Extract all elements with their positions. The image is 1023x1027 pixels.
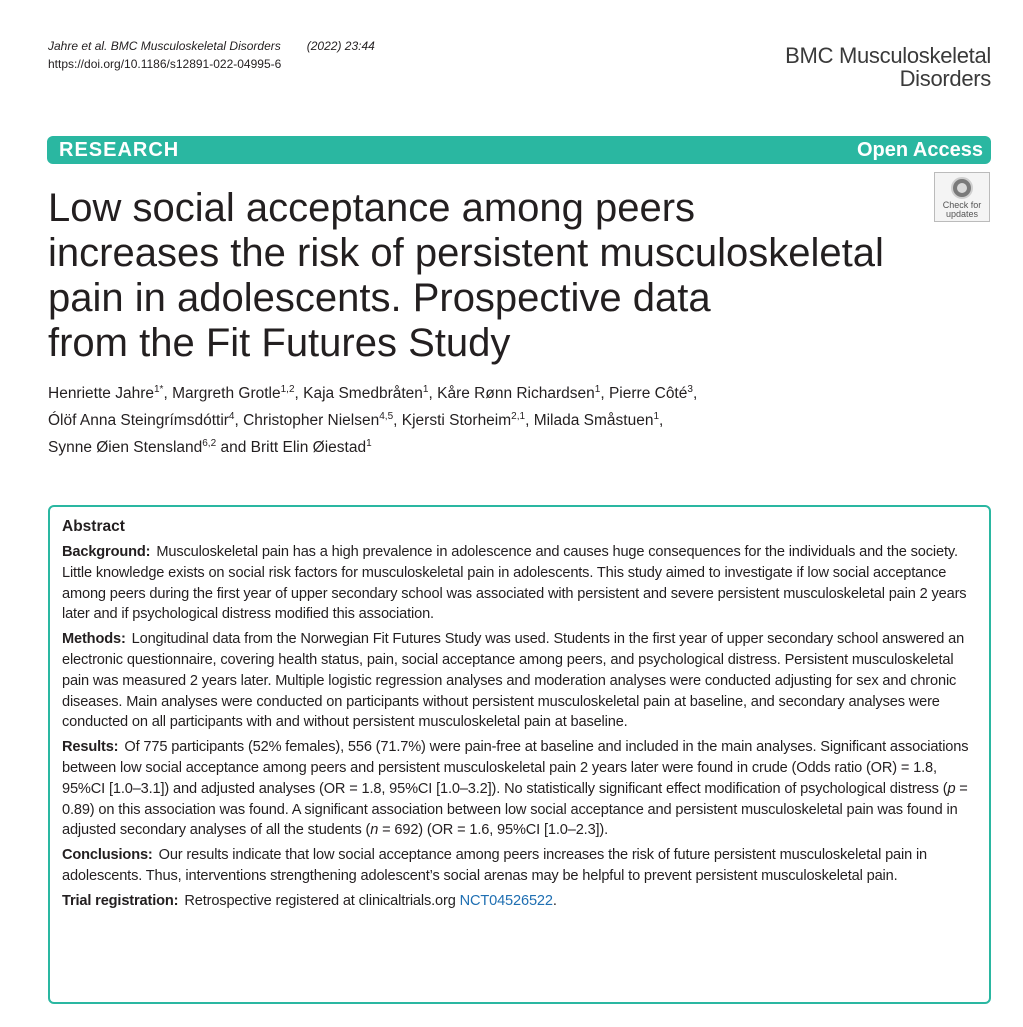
citation-line [48, 37, 375, 55]
n-symbol: n [370, 822, 379, 839]
title-line: Low social acceptance among peers [48, 186, 696, 230]
results-text: = 0.89) on this association was found. A significant association between low social acceptance and persistent musculoskeletal pain was found in adjusted secondary analyses of all the students ( [62, 780, 968, 839]
methods-text: Longitudinal data from the Norwegian Fit Futures Study was used. Students in the first year of upper secondary school answered an electronic questionnaire, covering health status, pain, social acceptance among peers, and psychological distress. Persistent musculoskeletal pain was measured 2 years later. Multiple logistic regression analyses and moderation analyses were conducted adjusting for sex and chronic diseases. Main analyses were conducted on participants without persistent musculoskeletal pain at baseline, and secondary analyses were conducted on all participants with and without persistent musculoskeletal pain at baseline. [62, 631, 965, 731]
results-text: = 692) (OR = 1.6, 95%CI [1.0–2.3]). [378, 822, 609, 839]
trial-registration-text: Retrospective registered at clinicaltrials.org [184, 892, 460, 909]
author-name[interactable]: Henriette Jahre [48, 385, 154, 403]
article-title [48, 186, 988, 366]
article-type-banner [47, 136, 991, 164]
author-name[interactable]: Ólöf Anna Steingrímsdóttir [48, 412, 229, 430]
author-name[interactable]: Synne Øien Stensland [48, 439, 203, 457]
author-affiliation: 1 [422, 384, 429, 395]
author-name[interactable]: Margreth Grotle [172, 385, 281, 403]
author-affiliation: 1 [594, 384, 601, 395]
article-type-label: RESEARCH [59, 138, 180, 161]
trial-registration-label: Trial registration: [62, 892, 179, 909]
citation-journal: Jahre et al. BMC Musculoskeletal Disorders [48, 39, 281, 53]
title-line: from the Fit Futures Study [48, 321, 511, 365]
conclusions-label: Conclusions: [62, 847, 153, 864]
author-name[interactable]: Pierre Côté [608, 385, 688, 403]
author-affiliation: 3 [687, 384, 693, 395]
author-affiliation: 1,2 [280, 384, 295, 395]
abstract-results [62, 737, 977, 841]
methods-label: Methods: [62, 631, 126, 648]
title-line: increases the risk of persistent musculoskeletal [48, 231, 884, 275]
check-updates-label: Check for updates [942, 200, 982, 219]
author-name[interactable]: Christopher Nielsen [243, 412, 380, 430]
title-line: pain in adolescents. Prospective data [48, 276, 711, 320]
author-list: Henriette Jahre$^{1*}$, Margreth Grotle$^{1,2}$, Kaja Smedbråten$^1$, Kåre Rønn Richardsen$^1$, Pierre Côté$^3$, Ólöf Anna Steingrímsdóttir$^4$, Christopher Nielsen$^{4,5}$, Kjersti Storheim$^{2,1}$, Milada Småstuen$^1$, Synne Øien Stensland$^{6,2}$ and Britt Elin Øiestad$^1$ [48, 384, 698, 457]
citation-block [48, 37, 375, 73]
abstract-trial-registration: Trial registration: Retrospective registered at clinicaltrials.org NCT04526522. [62, 892, 557, 909]
p-value-symbol: p [947, 780, 956, 797]
author-affiliation: 4,5 [379, 411, 394, 423]
abstract-background [62, 542, 977, 625]
conclusions-text: Our results indicate that low social acceptance among peers increases the risk of future persistent musculoskeletal pain in adolescents. Thus, interventions strengthening adolescent’s social arenas may be helpful to prevent persistent musculoskeletal pain. [62, 847, 928, 884]
author-affiliation: 1 [653, 411, 660, 423]
author-name[interactable]: Britt Elin Øiestad [250, 439, 367, 457]
journal-name-line1: BMC Musculoskeletal [785, 43, 991, 68]
author-name[interactable]: Kjersti Storheim [401, 412, 512, 430]
open-access-label: Open Access [857, 138, 983, 161]
journal-name-line2: Disorders [899, 66, 991, 91]
results-text: Of 775 participants (52% females), 556 (71.7%) were pain-free at baseline and included in the main analyses. Significant associations between low social acceptance among peers and persistent musculoskeletal pain 2 years later were found in crude (Odds ratio (OR) = 1.8, 95%CI [1.0–3.1]) and adjusted analyses (OR = 1.8, 95%CI [1.0–3.2]). No statistically significant effect modification of psychological distress ( [62, 739, 969, 797]
author-name[interactable]: Kaja Smedbråten [303, 385, 423, 403]
doi-link[interactable]: https://doi.org/10.1186/s12891-022-04995-6 [48, 57, 282, 71]
abstract-conclusions [62, 845, 977, 887]
abstract-methods [62, 629, 977, 733]
abstract-box [48, 505, 991, 1004]
journal-logo [785, 44, 991, 90]
background-label: Background: [62, 544, 151, 560]
citation-year-volume: (2022) 23:44 [306, 39, 375, 53]
author-affiliation: 2,1 [511, 411, 526, 423]
author-name[interactable]: Milada Småstuen [533, 412, 654, 430]
author-name[interactable]: Kåre Rønn Richardsen [437, 385, 595, 403]
author-affiliation: 1* [153, 384, 164, 395]
author-affiliation: 4 [228, 411, 235, 423]
author-affiliation: 1 [366, 438, 372, 450]
trial-registration-link[interactable]: NCT04526522 [459, 892, 553, 909]
abstract-heading: Abstract [62, 518, 125, 535]
background-text: Musculoskeletal pain has a high prevalence in adolescence and causes huge consequences for the individuals and the society. Little knowledge exists on social risk factors for musculoskeletal pain in adolescents. This study aimed to investigate if low social acceptance among peers during the first year of upper secondary school was associated with persistent and severe persistent musculoskeletal pain 2 years later and if psychological distress modified this association. [62, 544, 967, 623]
results-label: Results: [62, 739, 119, 756]
author-affiliation: 6,2 [202, 438, 217, 450]
